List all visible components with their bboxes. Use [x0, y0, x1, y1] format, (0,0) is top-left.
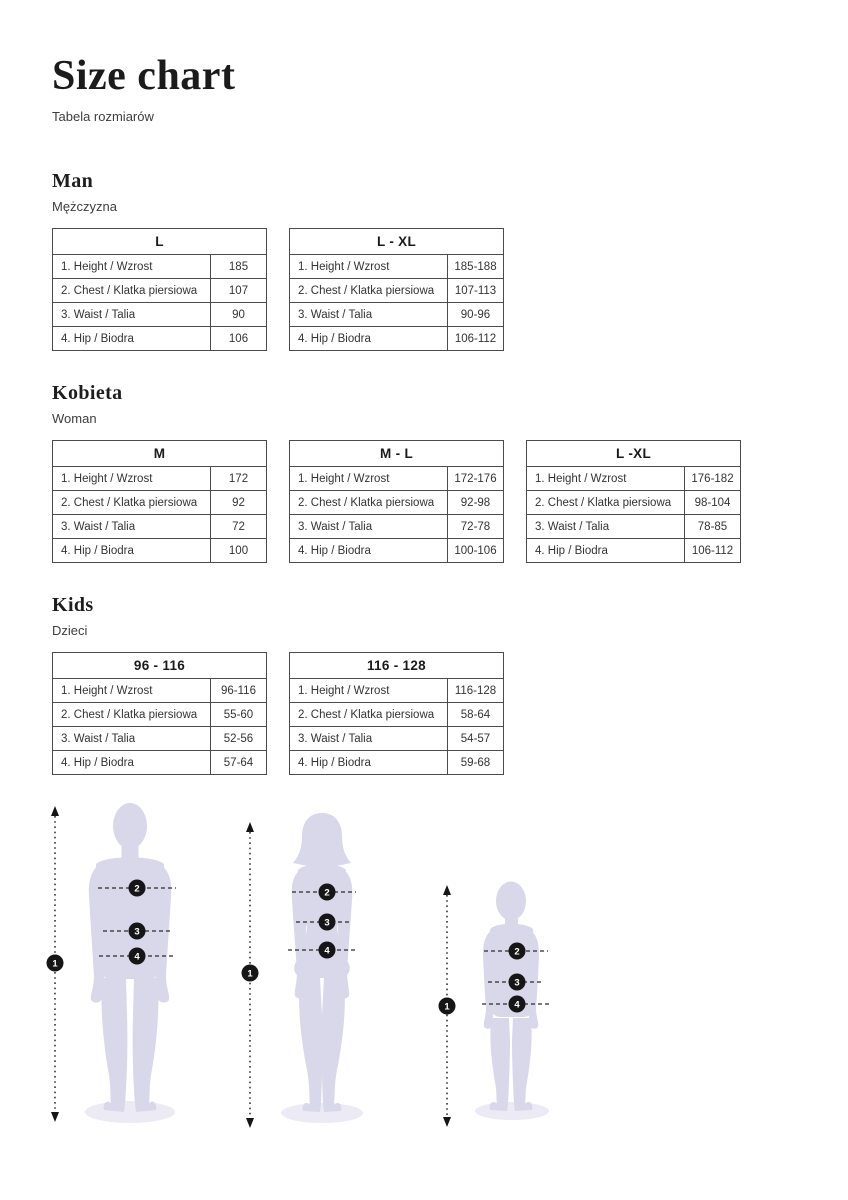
measurement-label-cell: 1. Height / Wzrost	[290, 467, 448, 491]
measurement-value-cell: 100	[211, 539, 267, 563]
measurement-value-cell: 185-188	[448, 255, 504, 279]
page-subtitle: Tabela rozmiarów	[52, 109, 154, 124]
measurement-value-cell: 106-112	[685, 539, 741, 563]
measurement-value-cell: 90-96	[448, 303, 504, 327]
measurement-value-cell: 96-116	[211, 679, 267, 703]
section-subheading-kids: Dzieci	[52, 623, 88, 638]
woman-hip-marker-label: 4	[324, 945, 330, 957]
measurement-label-cell: 2. Chest / Klatka piersiowa	[53, 491, 211, 515]
section-kids	[52, 594, 848, 775]
measurement-value-cell: 116-128	[448, 679, 504, 703]
measurement-label-cell: 1. Height / Wzrost	[53, 679, 211, 703]
measurement-row	[290, 467, 504, 491]
section-heading-man: Man	[52, 170, 94, 192]
measurement-value-cell: 100-106	[448, 539, 504, 563]
measurement-value-cell: 106	[211, 327, 267, 351]
measurement-label-cell: 4. Hip / Biodra	[290, 539, 448, 563]
measurement-label-cell: 4. Hip / Biodra	[53, 751, 211, 775]
measurement-row	[53, 703, 267, 727]
kid-shadow	[475, 1102, 549, 1120]
body-figures-svg	[40, 790, 620, 1145]
measurement-value-cell: 52-56	[211, 727, 267, 751]
measurement-value-cell: 107	[211, 279, 267, 303]
size-header-cell: 116 - 128	[290, 653, 504, 679]
measurement-figure	[40, 790, 620, 1150]
tables-row-man	[52, 228, 848, 351]
measurement-value-cell: 92-98	[448, 491, 504, 515]
measurement-label-cell: 3. Waist / Talia	[290, 515, 448, 539]
measurement-label-cell: 3. Waist / Talia	[290, 303, 448, 327]
kid-hip-marker-label: 4	[514, 999, 520, 1011]
measurement-row	[290, 279, 504, 303]
measurement-value-cell: 176-182	[685, 467, 741, 491]
size-table-woman-0	[52, 440, 267, 563]
size-header-cell: L	[53, 229, 267, 255]
measurement-label-cell: 2. Chest / Klatka piersiowa	[53, 703, 211, 727]
measurement-row	[527, 539, 741, 563]
section-heading-kids: Kids	[52, 594, 94, 616]
size-table-kids-1	[289, 652, 504, 775]
page-title: Size chart	[52, 53, 236, 99]
measurement-label-cell: 3. Waist / Talia	[53, 303, 211, 327]
measurement-row	[290, 727, 504, 751]
size-table-kids-0	[52, 652, 267, 775]
size-header-cell: L -XL	[527, 441, 741, 467]
measurement-label-cell: 4. Hip / Biodra	[53, 539, 211, 563]
size-table-man-0	[52, 228, 267, 351]
measurement-row	[53, 751, 267, 775]
measurement-row	[53, 539, 267, 563]
measurement-value-cell: 58-64	[448, 703, 504, 727]
measurement-row	[290, 679, 504, 703]
measurement-value-cell: 72	[211, 515, 267, 539]
woman-height-arrow	[242, 822, 259, 1128]
man-silhouette	[47, 803, 177, 1123]
section-woman	[52, 382, 848, 563]
measurement-label-cell: 4. Hip / Biodra	[527, 539, 685, 563]
size-header-cell: M	[53, 441, 267, 467]
measurement-label-cell: 4. Hip / Biodra	[290, 751, 448, 775]
measurement-row	[290, 327, 504, 351]
measurement-value-cell: 90	[211, 303, 267, 327]
measurement-row	[290, 539, 504, 563]
tables-row-kids	[52, 652, 848, 775]
size-header-cell: M - L	[290, 441, 504, 467]
measurement-row	[527, 515, 741, 539]
section-subheading-woman: Woman	[52, 411, 97, 426]
measurement-value-cell: 172	[211, 467, 267, 491]
section-subheading-man: Mężczyzna	[52, 199, 118, 214]
measurement-row	[53, 303, 267, 327]
measurement-label-cell: 2. Chest / Klatka piersiowa	[290, 703, 448, 727]
measurement-label-cell: 4. Hip / Biodra	[53, 327, 211, 351]
measurement-row	[527, 491, 741, 515]
kid-waist-marker-label: 3	[514, 977, 520, 989]
measurement-row	[53, 515, 267, 539]
size-table-man-1	[289, 228, 504, 351]
measurement-value-cell: 185	[211, 255, 267, 279]
man-hip-marker-label: 4	[134, 951, 140, 963]
measurement-label-cell: 3. Waist / Talia	[53, 515, 211, 539]
measurement-value-cell: 172-176	[448, 467, 504, 491]
man-height-arrow	[47, 806, 64, 1122]
size-header-cell: 96 - 116	[53, 653, 267, 679]
measurement-row	[53, 467, 267, 491]
section-heading-woman: Kobieta	[52, 382, 123, 404]
size-header-cell: L - XL	[290, 229, 504, 255]
measurement-label-cell: 1. Height / Wzrost	[53, 255, 211, 279]
kid-chest-marker-label: 2	[514, 946, 520, 958]
measurement-row	[53, 679, 267, 703]
measurement-value-cell: 72-78	[448, 515, 504, 539]
measurement-value-cell: 54-57	[448, 727, 504, 751]
measurement-row	[290, 255, 504, 279]
measurement-row	[290, 751, 504, 775]
measurement-row	[290, 491, 504, 515]
measurement-row	[53, 255, 267, 279]
measurement-value-cell: 92	[211, 491, 267, 515]
measurement-row	[527, 467, 741, 491]
measurement-row	[290, 303, 504, 327]
measurement-value-cell: 59-68	[448, 751, 504, 775]
measurement-label-cell: 1. Height / Wzrost	[53, 467, 211, 491]
measurement-row	[53, 491, 267, 515]
measurement-row	[53, 279, 267, 303]
measurement-label-cell: 3. Waist / Talia	[527, 515, 685, 539]
measurement-row	[290, 515, 504, 539]
measurement-value-cell: 55-60	[211, 703, 267, 727]
measurement-label-cell: 2. Chest / Klatka piersiowa	[290, 279, 448, 303]
kid-silhouette	[439, 882, 551, 1128]
measurement-label-cell: 1. Height / Wzrost	[290, 255, 448, 279]
measurement-label-cell: 1. Height / Wzrost	[290, 679, 448, 703]
size-table-woman-2	[526, 440, 741, 563]
woman-height-marker-label: 1	[247, 968, 253, 980]
measurement-row	[53, 727, 267, 751]
man-chest-marker-label: 2	[134, 883, 140, 895]
man-waist-marker-label: 3	[134, 926, 140, 938]
measurement-row	[53, 327, 267, 351]
size-table-woman-1	[289, 440, 504, 563]
measurement-value-cell: 98-104	[685, 491, 741, 515]
measurement-value-cell: 78-85	[685, 515, 741, 539]
measurement-label-cell: 4. Hip / Biodra	[290, 327, 448, 351]
measurement-label-cell: 1. Height / Wzrost	[527, 467, 685, 491]
woman-waist-marker-label: 3	[324, 917, 330, 929]
man-height-marker-label: 1	[52, 958, 58, 970]
measurement-value-cell: 107-113	[448, 279, 504, 303]
kid-height-arrow	[439, 885, 456, 1127]
section-man	[52, 170, 848, 351]
woman-silhouette	[242, 813, 364, 1128]
measurement-value-cell: 57-64	[211, 751, 267, 775]
measurement-row	[290, 703, 504, 727]
tables-row-woman	[52, 440, 848, 563]
man-shadow	[85, 1101, 175, 1123]
woman-chest-marker-label: 2	[324, 887, 330, 899]
measurement-label-cell: 2. Chest / Klatka piersiowa	[53, 279, 211, 303]
measurement-label-cell: 2. Chest / Klatka piersiowa	[290, 491, 448, 515]
kid-height-marker-label: 1	[444, 1001, 450, 1013]
measurement-value-cell: 106-112	[448, 327, 504, 351]
measurement-label-cell: 3. Waist / Talia	[290, 727, 448, 751]
woman-shadow	[281, 1103, 363, 1123]
measurement-label-cell: 3. Waist / Talia	[53, 727, 211, 751]
measurement-label-cell: 2. Chest / Klatka piersiowa	[527, 491, 685, 515]
